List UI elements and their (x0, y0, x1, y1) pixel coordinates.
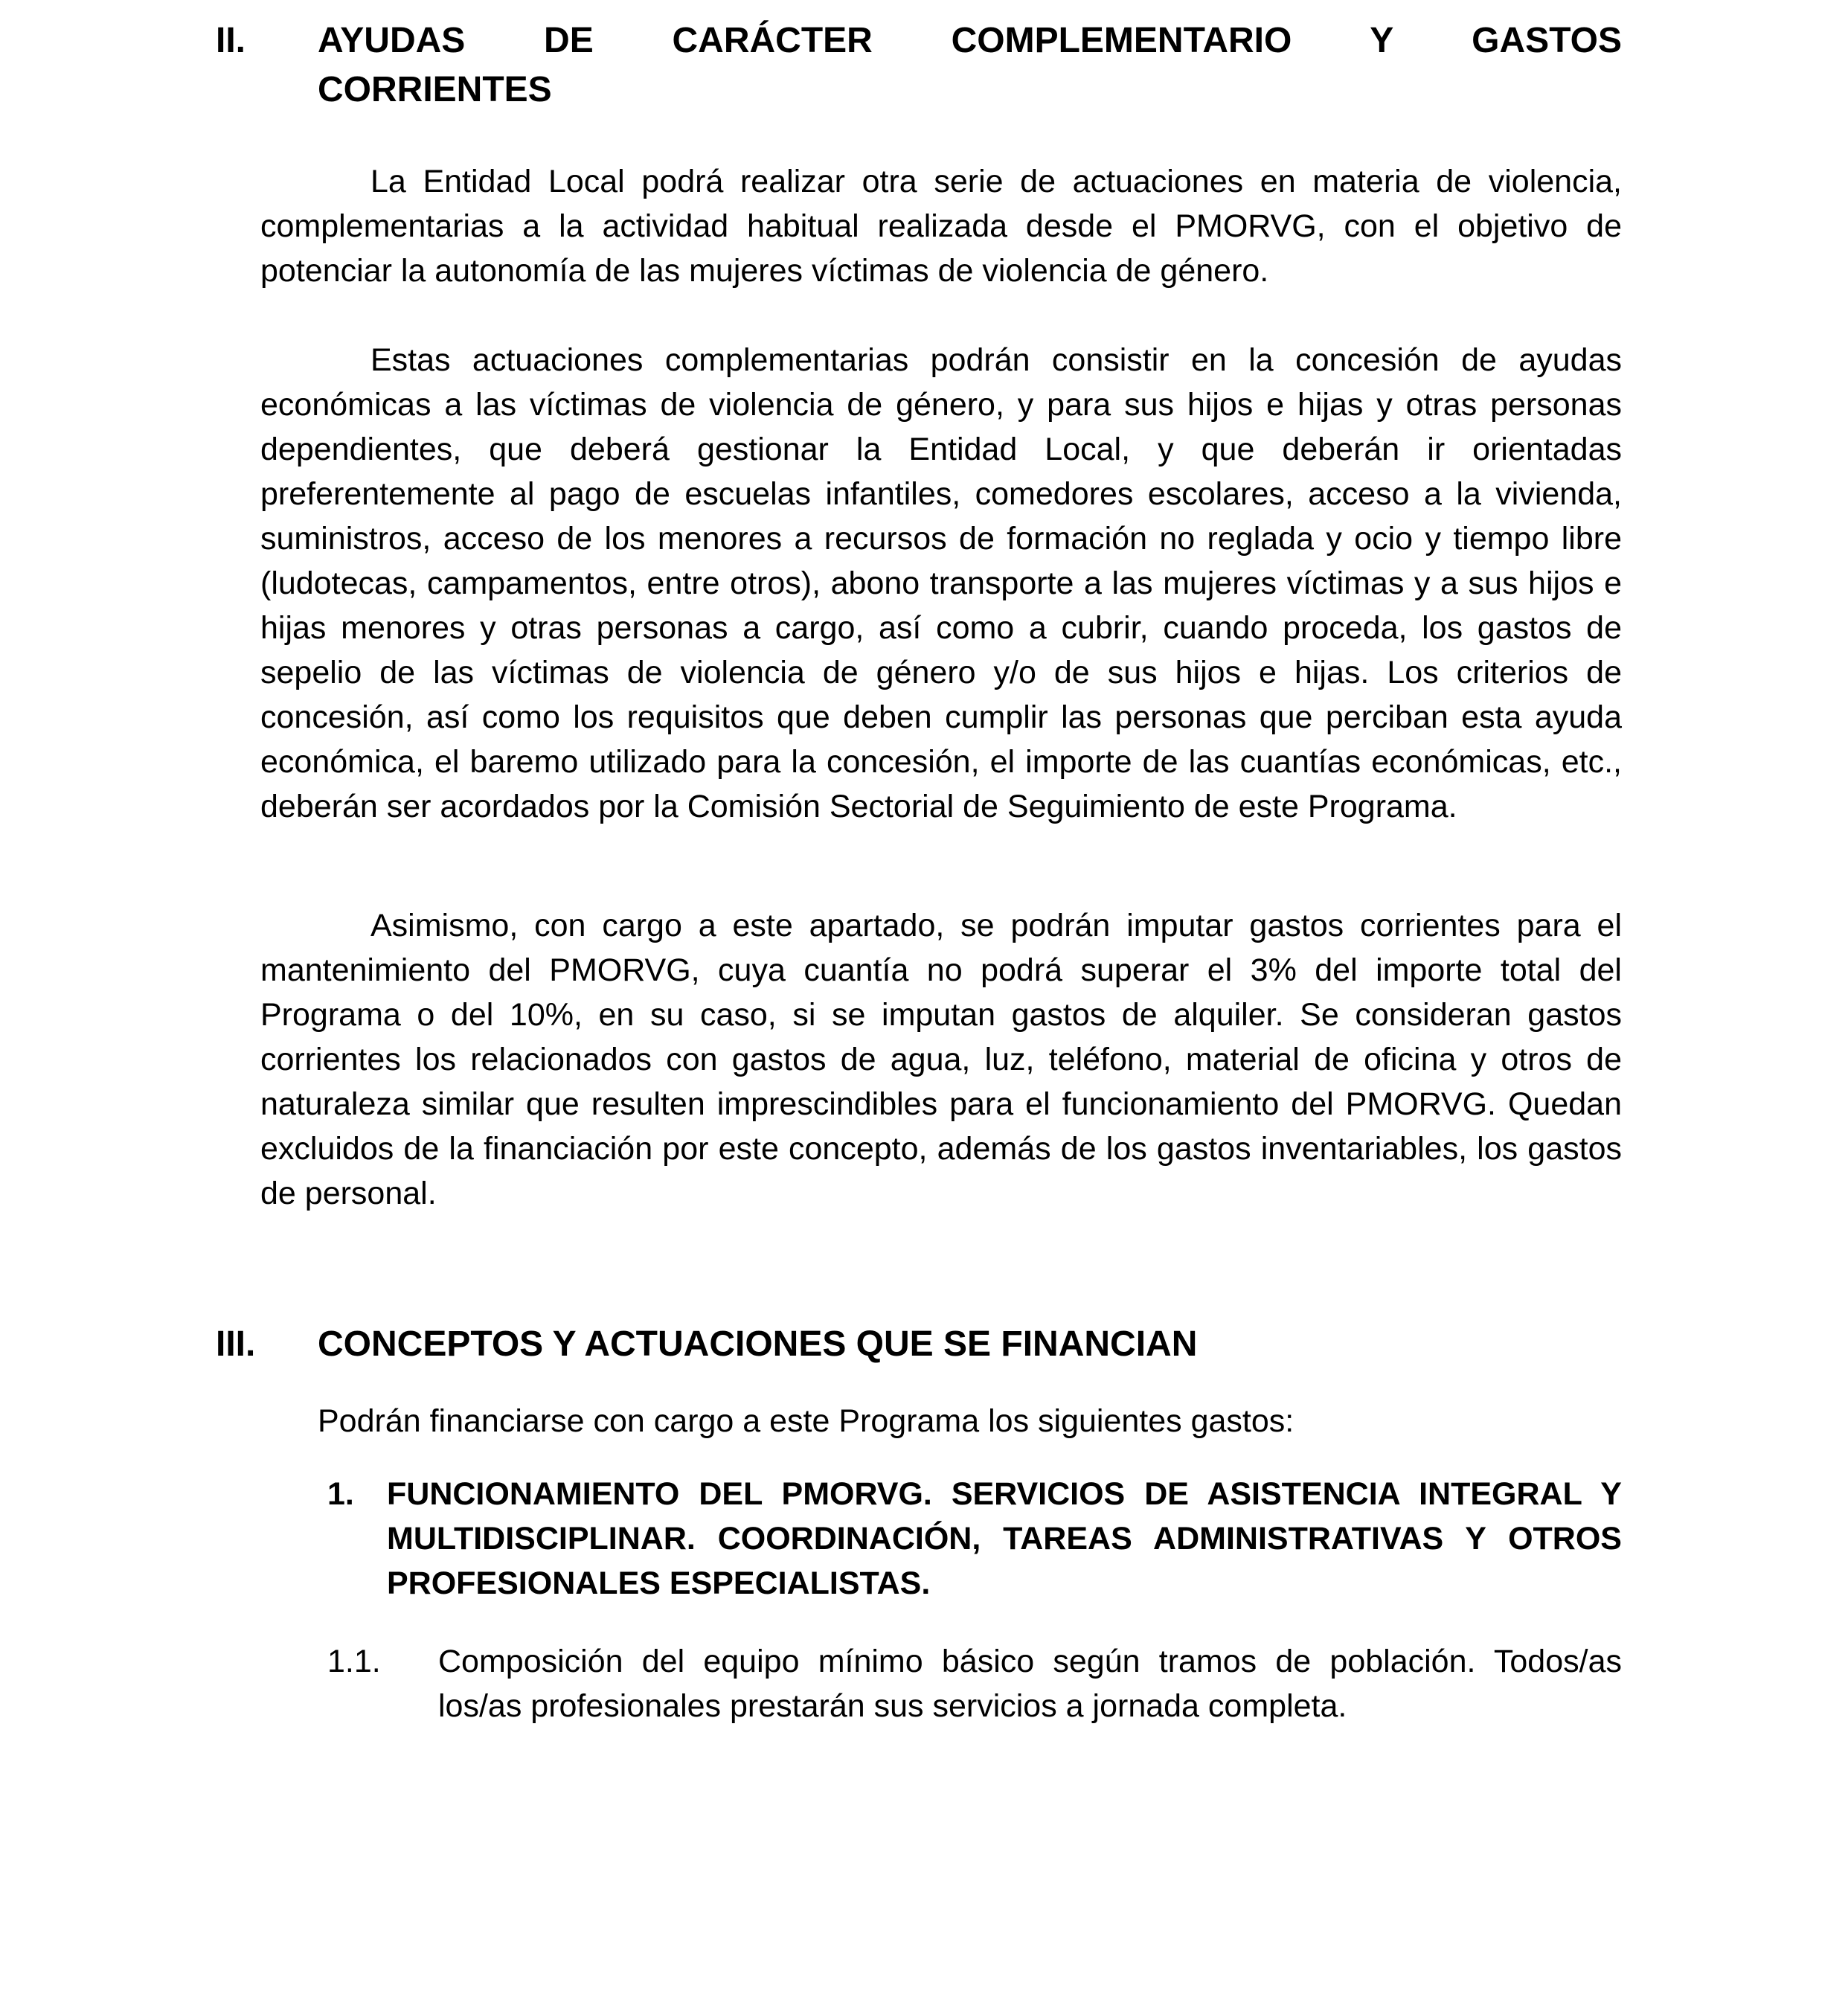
section-ii-title-line-1: AYUDAS DE CARÁCTER COMPLEMENTARIO Y GASTOS (318, 21, 1622, 60)
section-ii-title (318, 16, 1622, 115)
section-iii (216, 1320, 1622, 1728)
list-item-1-1 (327, 1639, 1622, 1728)
paragraph-1: La Entidad Local podrá realizar otra serie de actuaciones en materia de violencia, complementarias a la actividad habitual realizada desde el PMORVG, con el objetivo de potenciar la autonomía de las mujeres víctimas de violencia de género. (260, 164, 1622, 289)
section-ii-title-line-2: CORRIENTES (318, 70, 552, 109)
paragraph-2: Estas actuaciones complementarias podrán consistir en la concesión de ayudas económicas a las víctimas de violencia de género, y para sus hijos e hijas y otras personas dependientes, que deberá gestionar la Entidad Local, y que deberán ir orientadas preferentemente al pago de escuelas infantiles, comedores escolares, acceso a la vivienda, suministros, acceso de los menores a recursos de formación no reglada y ocio y tiempo libre (ludotecas, campamentos, entre otros), abono transporte a las mujeres víctimas y a sus hijos e hijas menores y otras personas a cargo, así como a cubrir, cuando proceda, los gastos de sepelio de las víctimas de violencia de género y/o de sus hijos e hijas. Los criterios de concesión, así como los requisitos que deben cumplir las personas que perciban esta ayuda económica, el baremo utilizado para la concesión, el importe de las cuantías económicas, etc., deberán ser acordados por la Comisión Sectorial de Seguimiento de este Programa. (260, 342, 1622, 824)
list-item-1-1-text: Composición del equipo mínimo básico según tramos de población. Todos/as los/as profesionales prestarán sus servicios a jornada completa. (438, 1644, 1622, 1724)
list-item-1-number: 1. (327, 1476, 354, 1512)
section-ii-number: II. (216, 21, 246, 60)
section-iii-number: III. (216, 1324, 256, 1364)
section-iii-title: CONCEPTOS Y ACTUACIONES QUE SE FINANCIAN (318, 1324, 1198, 1364)
section-iii-heading (216, 1320, 1622, 1369)
paragraph-3: Asimismo, con cargo a este apartado, se podrán imputar gastos corrientes para el mantenimiento del PMORVG, cuya cuantía no podrá superar el 3% del importe total del Programa o del 10%, en su caso, si se imputan gastos de alquiler. Se consideran gastos corrientes los relacionados con gastos de agua, luz, teléfono, material de oficina y otros de naturaleza similar que resulten imprescindibles para el funcionamiento del PMORVG. Quedan excluidos de la financiación por este concepto, además de los gastos inventariables, los gastos de personal. (260, 908, 1622, 1211)
section-ii-heading (216, 16, 1622, 115)
intro-paragraph: Podrán financiarse con cargo a este Programa los siguientes gastos: (318, 1403, 1294, 1439)
list-item-1-text: FUNCIONAMIENTO DEL PMORVG. SERVICIOS DE ASISTENCIA INTEGRAL Y MULTIDISCIPLINAR. COORDINACIÓN, TAREAS ADMINISTRATIVAS Y OTROS PROFESIONALES ESPECIALISTAS. (387, 1476, 1622, 1601)
section-ii (216, 16, 1622, 1216)
list-item-1 (327, 1472, 1622, 1606)
list-item-1-1-number: 1.1. (327, 1644, 381, 1679)
